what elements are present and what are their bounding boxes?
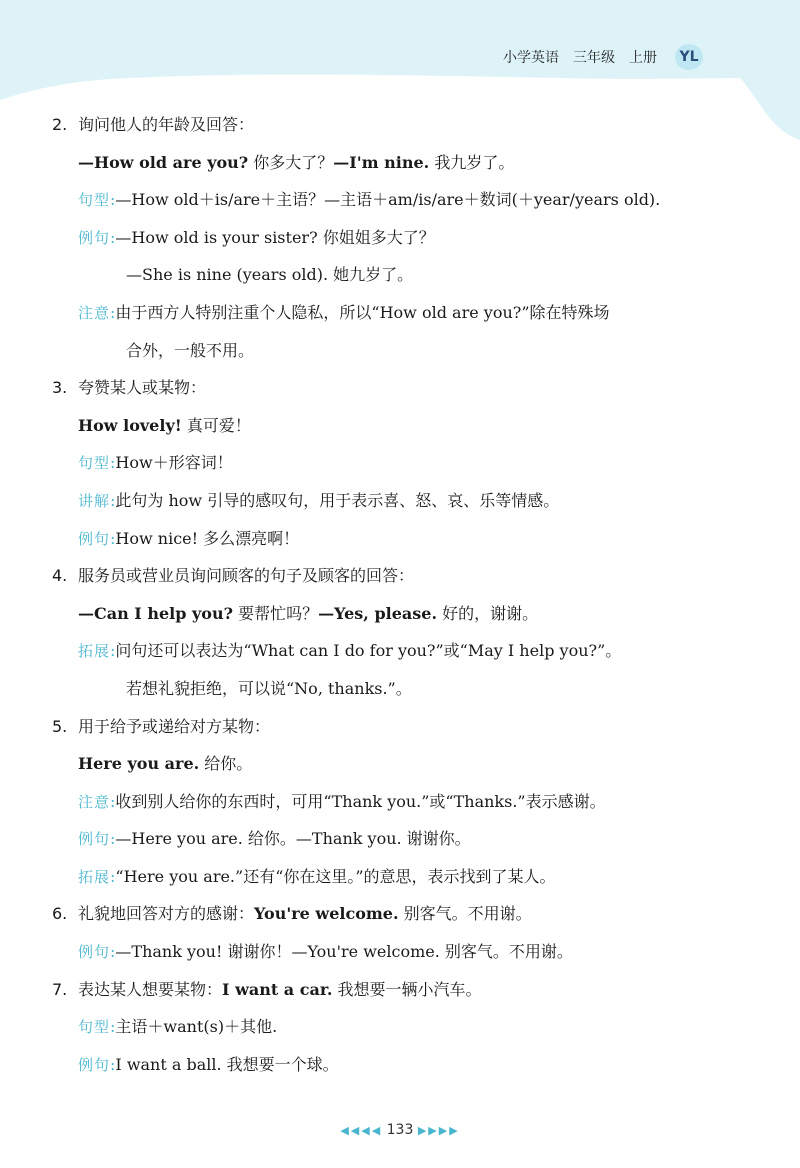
section-4-heading xyxy=(52,563,762,589)
pattern-text: How＋形容词！ xyxy=(115,453,233,473)
example-tag: 例句 xyxy=(78,228,111,247)
phrase-en: How lovely! xyxy=(78,415,182,435)
section-number: 3. xyxy=(52,378,68,398)
dialogue-answer-cn: 我九岁了。 xyxy=(429,152,515,172)
example-text: —How old is your sister? 你姐姐多大了？ xyxy=(115,227,435,247)
note-text: 收到别人给你的东西时，可用“Thank you.”或“Thanks.”表示感谢。 xyxy=(115,791,606,811)
extend-text: 若想礼貌拒绝，可以说“No, thanks.”。 xyxy=(126,678,412,698)
right-arrows-icon: ▶▶▶▶ xyxy=(417,1124,460,1137)
section-4-extend: 拓展:问句还可以表达为“What can I do for you?”或“May I help you?”。 xyxy=(78,641,622,661)
pattern-tag: 句型 xyxy=(78,1018,111,1037)
section-2-note: 注意:由于西方人特别注重个人隐私，所以“How old are you?”除在特殊场 xyxy=(78,302,610,322)
section-3-heading xyxy=(52,375,762,401)
section-6-example: 例句:—Thank you! 谢谢你！—You're welcome. 别客气。不用谢。 xyxy=(78,942,573,962)
page-content xyxy=(52,112,762,1089)
phrase-cn: 真可爱！ xyxy=(181,415,251,435)
section-number: 2. xyxy=(52,115,68,134)
section-number: 4. xyxy=(52,566,68,586)
page-number: 133 xyxy=(386,1122,414,1138)
section-title: 用于给予或递给对方某物： xyxy=(78,716,271,736)
edition-badge: YL xyxy=(675,44,703,70)
section-6-heading xyxy=(52,901,762,927)
note-tag: 注意 xyxy=(78,303,111,322)
example-text: —She is nine (years old). 她九岁了。 xyxy=(126,265,414,285)
example-text: —Here you are. 给你。—Thank you. 谢谢你。 xyxy=(115,829,471,849)
section-3-explain: 讲解:此句为 how 引导的感叹句，用于表示喜、怒、哀、乐等情感。 xyxy=(78,490,560,510)
section-7-pattern: 句型:主语＋want(s)＋其他. xyxy=(78,1017,278,1037)
dialogue-answer-en: —Yes, please. xyxy=(318,603,438,623)
note-tag: 注意 xyxy=(78,792,111,811)
header-volume: 上册 xyxy=(629,50,657,66)
section-number: 7. xyxy=(52,979,68,999)
extend-tag: 拓展 xyxy=(78,867,111,886)
pattern-tag: 句型 xyxy=(78,191,111,210)
section-2-heading xyxy=(52,112,762,138)
note-text: 由于西方人特别注重个人隐私，所以“How old are you?”除在特殊场 xyxy=(115,302,610,322)
dialogue-answer-en: —I'm nine. xyxy=(333,152,430,172)
extend-tag: 拓展 xyxy=(78,642,111,661)
example-tag: 例句 xyxy=(78,1055,111,1074)
section-4-extend-cont xyxy=(52,676,762,702)
dialogue-question-cn: 你多大了？ xyxy=(248,152,334,172)
header-grade: 三年级 xyxy=(573,50,615,66)
section-3-example: 例句:How nice! 多么漂亮啊！ xyxy=(78,528,300,548)
dialogue-answer-cn: 好的，谢谢。 xyxy=(437,603,539,623)
example-tag: 例句 xyxy=(78,830,111,849)
section-5-extend: 拓展:“Here you are.”还有“你在这里。”的意思，表示找到了某人。 xyxy=(78,866,556,886)
section-3-phrase xyxy=(52,413,762,439)
section-number: 6. xyxy=(52,904,68,924)
section-2-note-cont xyxy=(52,338,762,364)
section-3-pattern: 句型:How＋形容词！ xyxy=(78,453,233,473)
section-number: 5. xyxy=(52,716,68,736)
phrase-cn: 我想要一辆小汽车。 xyxy=(332,979,482,999)
section-5-phrase xyxy=(52,751,762,777)
left-arrows-icon: ◀◀◀◀ xyxy=(340,1124,383,1137)
example-tag: 例句 xyxy=(78,529,111,548)
example-text: —Thank you! 谢谢你！—You're welcome. 别客气。不用谢。 xyxy=(115,942,573,962)
section-title: 服务员或营业员询问顾客的句子及顾客的回答： xyxy=(78,566,415,586)
example-text: How nice! 多么漂亮啊！ xyxy=(115,528,300,548)
section-5-note: 注意:收到别人给你的东西时，可用“Thank you.”或“Thanks.”表示感谢。 xyxy=(78,791,606,811)
phrase-cn: 给你。 xyxy=(199,754,253,774)
pattern-text: —How old＋is/are＋主语？—主语＋am/is/are＋数词(＋year/years old). xyxy=(115,190,661,210)
section-2-pattern: 句型:—How old＋is/are＋主语？—主语＋am/is/are＋数词(＋year/years old). xyxy=(78,190,661,210)
section-title: 礼貌地回答对方的感谢： xyxy=(78,904,255,924)
section-5-example: 例句:—Here you are. 给你。—Thank you. 谢谢你。 xyxy=(78,829,471,849)
pattern-tag: 句型 xyxy=(78,454,111,473)
example-tag: 例句 xyxy=(78,943,111,962)
dialogue-question-en: —How old are you? xyxy=(78,152,249,172)
extend-text: “Here you are.”还有“你在这里。”的意思，表示找到了某人。 xyxy=(115,866,556,886)
section-title: 夸赞某人或某物： xyxy=(78,378,207,398)
phrase-en: Here you are. xyxy=(78,754,200,774)
section-5-heading xyxy=(52,714,762,740)
section-7-example: 例句:I want a ball. 我想要一个球。 xyxy=(78,1054,339,1074)
section-title: 询问他人的年龄及回答： xyxy=(78,115,255,134)
section-7-heading xyxy=(52,977,762,1003)
section-2-example-cont xyxy=(52,262,762,288)
phrase-en: I want a car. xyxy=(222,979,333,999)
phrase-cn: 别客气。不用谢。 xyxy=(398,904,532,924)
section-2-dialogue xyxy=(52,150,762,176)
section-2-example: 例句:—How old is your sister? 你姐姐多大了？ xyxy=(78,227,435,247)
page-footer xyxy=(0,1122,800,1138)
phrase-en: You're welcome. xyxy=(254,904,399,924)
header-info xyxy=(503,44,703,70)
note-text: 合外，一般不用。 xyxy=(126,340,255,360)
section-4-dialogue xyxy=(52,601,762,627)
section-title: 表达某人想要某物： xyxy=(78,979,223,999)
pattern-text: 主语＋want(s)＋其他. xyxy=(115,1017,278,1037)
example-text: I want a ball. 我想要一个球。 xyxy=(115,1054,339,1074)
extend-text: 问句还可以表达为“What can I do for you?”或“May I help you?”。 xyxy=(115,641,622,661)
explain-tag: 讲解 xyxy=(78,491,111,510)
dialogue-question-en: —Can I help you? xyxy=(78,603,233,623)
explain-text: 此句为 how 引导的感叹句，用于表示喜、怒、哀、乐等情感。 xyxy=(115,490,560,510)
dialogue-question-cn: 要帮忙吗？ xyxy=(232,603,319,623)
header-subject: 小学英语 xyxy=(503,50,559,66)
